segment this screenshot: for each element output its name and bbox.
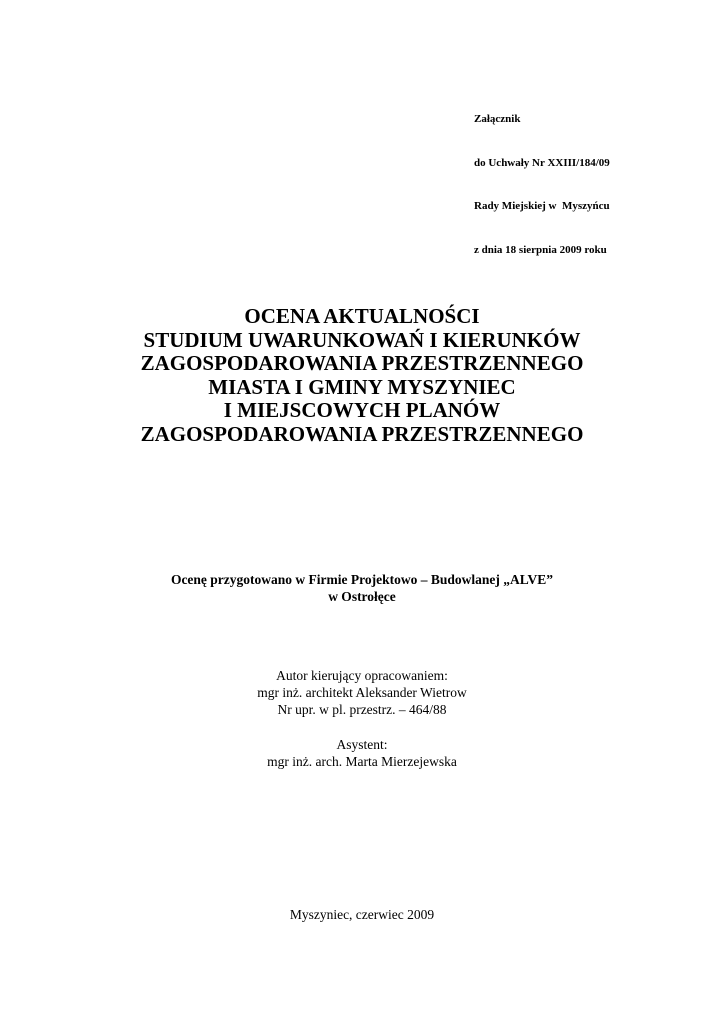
title-line-2: STUDIUM UWARUNKOWAŃ I KIERUNKÓW — [143, 327, 581, 352]
title-line-4: MIASTA I GMINY MYSZYNIEC — [208, 374, 516, 399]
place-date: Myszyniec, czerwiec 2009 — [289, 907, 435, 922]
title-line-3: ZAGOSPODAROWANIA PRZESTRZENNEGO — [140, 351, 584, 375]
author-license: Nr upr. w pl. przestrz. – 464/88 — [277, 702, 447, 717]
document-title — [0, 305, 724, 446]
prepared-by-city: w Ostrołęce — [328, 589, 396, 604]
title-line-5: I MIEJSCOWYCH PLANÓW — [223, 398, 501, 422]
assistant-name: mgr inż. arch. Marta Mierzejewska — [267, 754, 457, 769]
assistant-role: Asystent: — [336, 737, 388, 752]
prepared-by-company: Ocenę przygotowano w Firmie Projektowo – Budowlanej „ALVE” — [170, 572, 554, 587]
author-block — [0, 667, 724, 718]
annex-reference — [474, 83, 610, 286]
resolution-date: z dnia 18 sierpnia 2009 roku — [474, 243, 607, 256]
author-role: Autor kierujący opracowaniem: — [276, 668, 448, 683]
assistant-block — [0, 736, 724, 770]
title-line-6: ZAGOSPODAROWANIA PRZESTRZENNEGO — [140, 421, 584, 446]
council-name: Rady Miejskiej w Myszyńcu — [474, 200, 610, 212]
title-line-1: OCENA AKTUALNOŚCI — [244, 304, 480, 328]
annex-label: Załącznik — [474, 113, 521, 125]
prepared-by — [0, 571, 724, 605]
resolution-number: do Uchwały Nr XXIII/184/09 — [474, 156, 610, 169]
author-name: mgr inż. architekt Aleksander Wietrow — [257, 685, 467, 700]
